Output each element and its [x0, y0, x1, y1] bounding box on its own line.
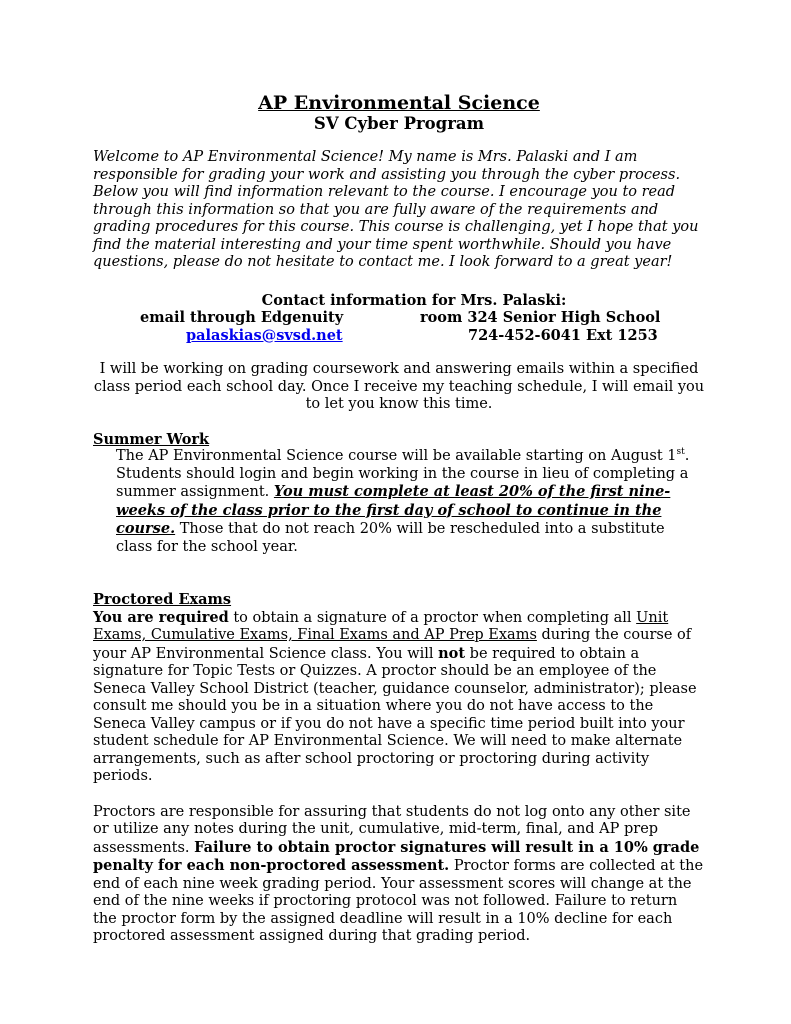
proctored-p2-text-1: Proctors are responsible for assuring that students do not log onto any other site or utilize any notes during the unit, cumulative, mid-term, final, and AP prep assessments.: [93, 803, 691, 856]
proctored-exam-types: Unit Exams, Cumulative Exams, Final Exams and AP Prep Exams: [93, 609, 669, 643]
contact-row-2: [93, 327, 705, 345]
page-subtitle: SV Cyber Program: [313, 114, 485, 133]
proctored-required: You are required: [93, 608, 229, 626]
summer-work-heading: Summer Work: [93, 430, 210, 448]
proctored-exams-paragraph-2: [93, 804, 705, 946]
proctored-p2-text-2: Proctor forms are collected at the end of each nine week grading period. Your assessment scores will change at the end of the nine weeks if proctoring protocol was not followed. Failure to return the proctor form by the assigned deadline will result in a 10% decline for each proctored assessment assigned during that grading period.: [93, 858, 704, 944]
proctored-p1-text-3: be required to obtain a signature for Topic Tests or Quizzes. A proctor should be an employee of the Seneca Valley School District (teacher, guidance counselor, administrator); please consult me should you be in a situation where you do not have access to the Seneca Valley campus or if you do not have a specific time period built into your student schedule for AP Environmental Science. We will need to make alternate arrangements, such as after school proctoring or proctoring during activity periods.: [93, 645, 697, 784]
contact-email-method: email through Edgenuity: [140, 309, 344, 326]
contact-room: room 324 Senior High School: [420, 309, 661, 326]
proctored-not: not: [438, 644, 466, 662]
summer-work-sup: st: [676, 447, 685, 458]
proctored-p1-text-2: during the course of your AP Environmental Science class. You will: [93, 627, 692, 662]
summer-work-paragraph: [93, 448, 705, 556]
proctored-penalty: Failure to obtain proctor signatures will result in a 10% grade penalty for each non-proctored assessment.: [93, 838, 700, 874]
proctored-exams-paragraph-1: [93, 609, 705, 786]
contact-row-1: [93, 309, 705, 327]
proctored-exams-heading: Proctored Exams: [93, 591, 232, 608]
contact-phone: 724-452-6041 Ext 1253: [468, 326, 658, 344]
page-title: AP Environmental Science: [258, 92, 540, 114]
contact-block: [93, 292, 705, 345]
summer-work-text-1: The AP Environmental Science course will be available starting on August 1: [116, 448, 677, 464]
summer-work-text-3: Those that do not reach 20% will be rescheduled into a substitute class for the school year.: [116, 521, 665, 555]
contact-heading: Contact information for Mrs. Palaski:: [261, 291, 567, 309]
paragraph-gap: [93, 786, 705, 804]
section-gap: [93, 556, 705, 591]
email-link[interactable]: palaskias@svsd.net: [186, 326, 343, 344]
summer-work-emphasis: You must complete at least 20% of the first nine-weeks of the class prior to the first day of school to continue in the course.: [116, 483, 671, 537]
proctored-p1-text-1: to obtain a signature of a proctor when completing all: [228, 609, 637, 626]
schedule-note: I will be working on grading coursework and answering emails within a specified class period each school day. Once I receive my teaching schedule, I will email you to let you know this time.: [93, 361, 705, 412]
intro-paragraph: Welcome to AP Environmental Science! My name is Mrs. Palaski and I am responsible for grading your work and assisting you through the cyber process. Below you will find information relevant to the course. I encourage you to read through this information so that you are fully aware of the requirements and grading procedures for this course. This course is challenging, yet I hope that you find the material interesting and your time spent worthwhile. Should you have questions, please do not hesitate to contact me. I look forward to a great year!: [93, 149, 699, 270]
document-page: [93, 92, 705, 946]
summer-work-text-2: . Students should login and begin working in the course in lieu of completing a summer assignment.: [116, 448, 690, 500]
